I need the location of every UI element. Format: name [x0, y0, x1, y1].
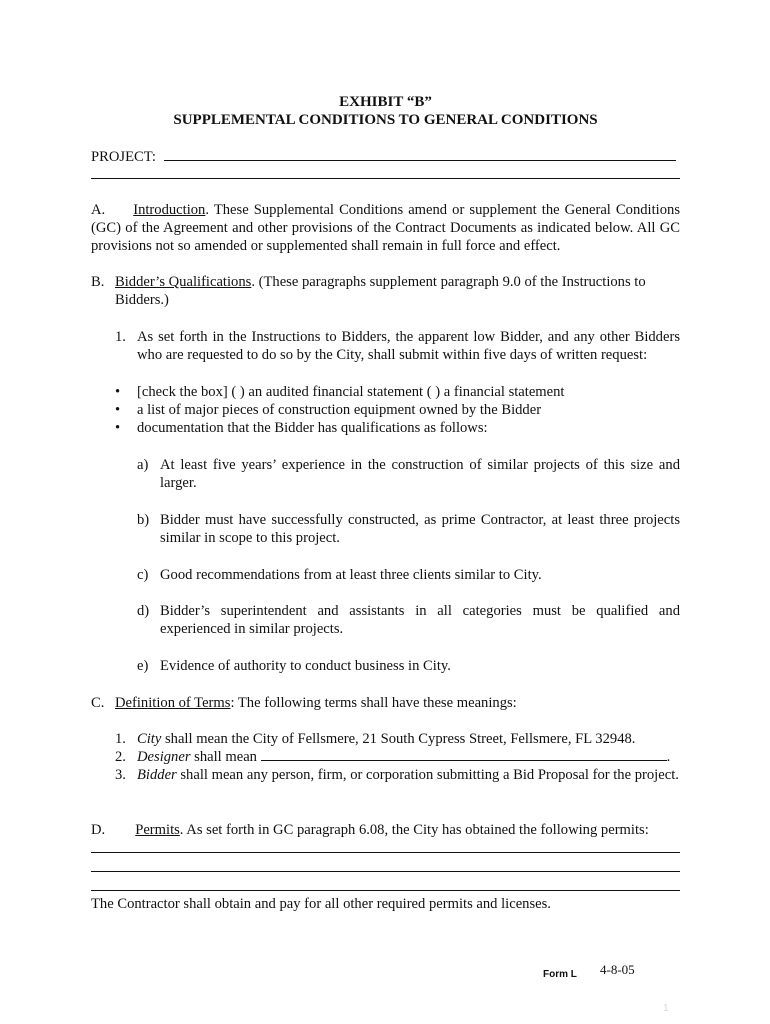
qualification-item-e	[137, 657, 680, 675]
section-c-letter: C.	[91, 695, 105, 711]
bullet-icon: •	[115, 402, 121, 418]
document-title: SUPPLEMENTAL CONDITIONS TO GENERAL CONDITIONS	[173, 112, 598, 128]
bullet-text: a list of major pieces of construction equipment owned by the Bidder	[137, 402, 542, 418]
qualification-item-a	[137, 456, 680, 492]
term-city	[115, 730, 680, 748]
section-d	[91, 821, 680, 839]
section-d-heading: Permits	[135, 822, 180, 838]
term-bidder	[115, 766, 680, 784]
permit-line-3[interactable]	[91, 890, 680, 891]
term-end: .	[666, 749, 671, 765]
term-num: 1.	[115, 731, 126, 747]
designer-field[interactable]	[261, 748, 667, 761]
section-b-heading: Bidder’s Qualifications	[115, 274, 252, 290]
section-b-bullets	[115, 383, 680, 437]
section-a-letter: A.	[91, 202, 106, 218]
section-a-text: . These Supplemental Conditions amend or supplement the General Conditions (GC) of the Agreement and other provisions of the Contract Documents as indicated below. All GC provisions not so amended or supplemented shall remain in full force and effect.	[91, 202, 680, 254]
term-name: City	[137, 731, 162, 747]
section-a	[91, 201, 680, 255]
qualification-text: Bidder must have successfully constructed, as prime Contractor, at least three projects similar in scope to this project.	[160, 512, 680, 546]
permit-line-2[interactable]	[91, 871, 680, 872]
qualification-text: Evidence of authority to conduct business in City.	[160, 658, 451, 674]
section-b-letter: B.	[91, 274, 105, 290]
section-c	[91, 694, 680, 712]
section-c-heading: Definition of Terms	[115, 695, 231, 711]
project-label: PROJECT:	[91, 149, 156, 165]
qualification-label: a)	[137, 457, 149, 473]
term-num: 3.	[115, 767, 126, 783]
bullet-text: documentation that the Bidder has qualifications as follows:	[137, 420, 488, 436]
section-d-text: . As set forth in GC paragraph 6.08, the City has obtained the following permits:	[179, 822, 649, 838]
project-row	[91, 148, 680, 166]
bullet-text: [check the box] ( ) an audited financial statement ( ) a financial statement	[137, 384, 565, 400]
section-d-letter: D.	[91, 822, 106, 838]
section-b-text: . (These paragraphs supplement paragraph 9.0 of the Instructions to Bidders.)	[115, 274, 646, 308]
bullet-icon: •	[115, 384, 121, 400]
qualification-item-c	[137, 566, 680, 584]
term-designer	[115, 748, 680, 766]
form-date: 4-8-05	[600, 962, 635, 977]
qualification-label: b)	[137, 512, 150, 528]
section-d-closing: The Contractor shall obtain and pay for all other required permits and licenses.	[91, 896, 551, 912]
bullet-icon: •	[115, 420, 121, 436]
qualification-item-d	[137, 602, 680, 638]
section-a-heading: Introduction	[133, 202, 206, 218]
terms-list	[115, 730, 680, 784]
page-number: 1	[663, 1003, 669, 1014]
qualification-label: d)	[137, 603, 150, 619]
bullet-item	[115, 401, 680, 419]
term-definition: shall mean	[190, 749, 261, 765]
section-b-item-1	[115, 328, 680, 364]
term-definition: shall mean the City of Fellsmere, 21 South Cypress Street, Fellsmere, FL 32948.	[161, 731, 636, 747]
bullet-item	[115, 383, 680, 401]
qualification-label: c)	[137, 567, 149, 583]
section-c-text: : The following terms shall have these meanings:	[230, 695, 517, 711]
qualification-text: Good recommendations from at least three clients similar to City.	[160, 567, 542, 583]
term-num: 2.	[115, 749, 126, 765]
section-b	[91, 273, 680, 309]
section-b-item-1-num: 1.	[115, 329, 126, 345]
permit-line-1[interactable]	[91, 852, 680, 853]
term-name: Bidder	[137, 767, 177, 783]
section-b-item-1-text: As set forth in the Instructions to Bidders, the apparent low Bidder, and any other Bidders who are requested to do so by the City, shall submit within five days of written request:	[137, 329, 680, 363]
exhibit-heading: EXHIBIT “B”	[339, 94, 432, 110]
qualification-item-b	[137, 511, 680, 547]
form-label: Form L	[543, 969, 577, 980]
term-name: Designer	[137, 749, 191, 765]
project-field[interactable]	[164, 148, 676, 161]
qualification-text: At least five years’ experience in the construction of similar projects of this size and larger.	[160, 457, 680, 491]
bullet-item	[115, 419, 680, 437]
term-definition: shall mean any person, firm, or corporation submitting a Bid Proposal for the project.	[176, 767, 679, 783]
qualification-label: e)	[137, 658, 149, 674]
project-field-second-line[interactable]	[91, 178, 680, 179]
qualification-text: Bidder’s superintendent and assistants in all categories must be qualified and experienced in similar projects.	[160, 603, 680, 637]
